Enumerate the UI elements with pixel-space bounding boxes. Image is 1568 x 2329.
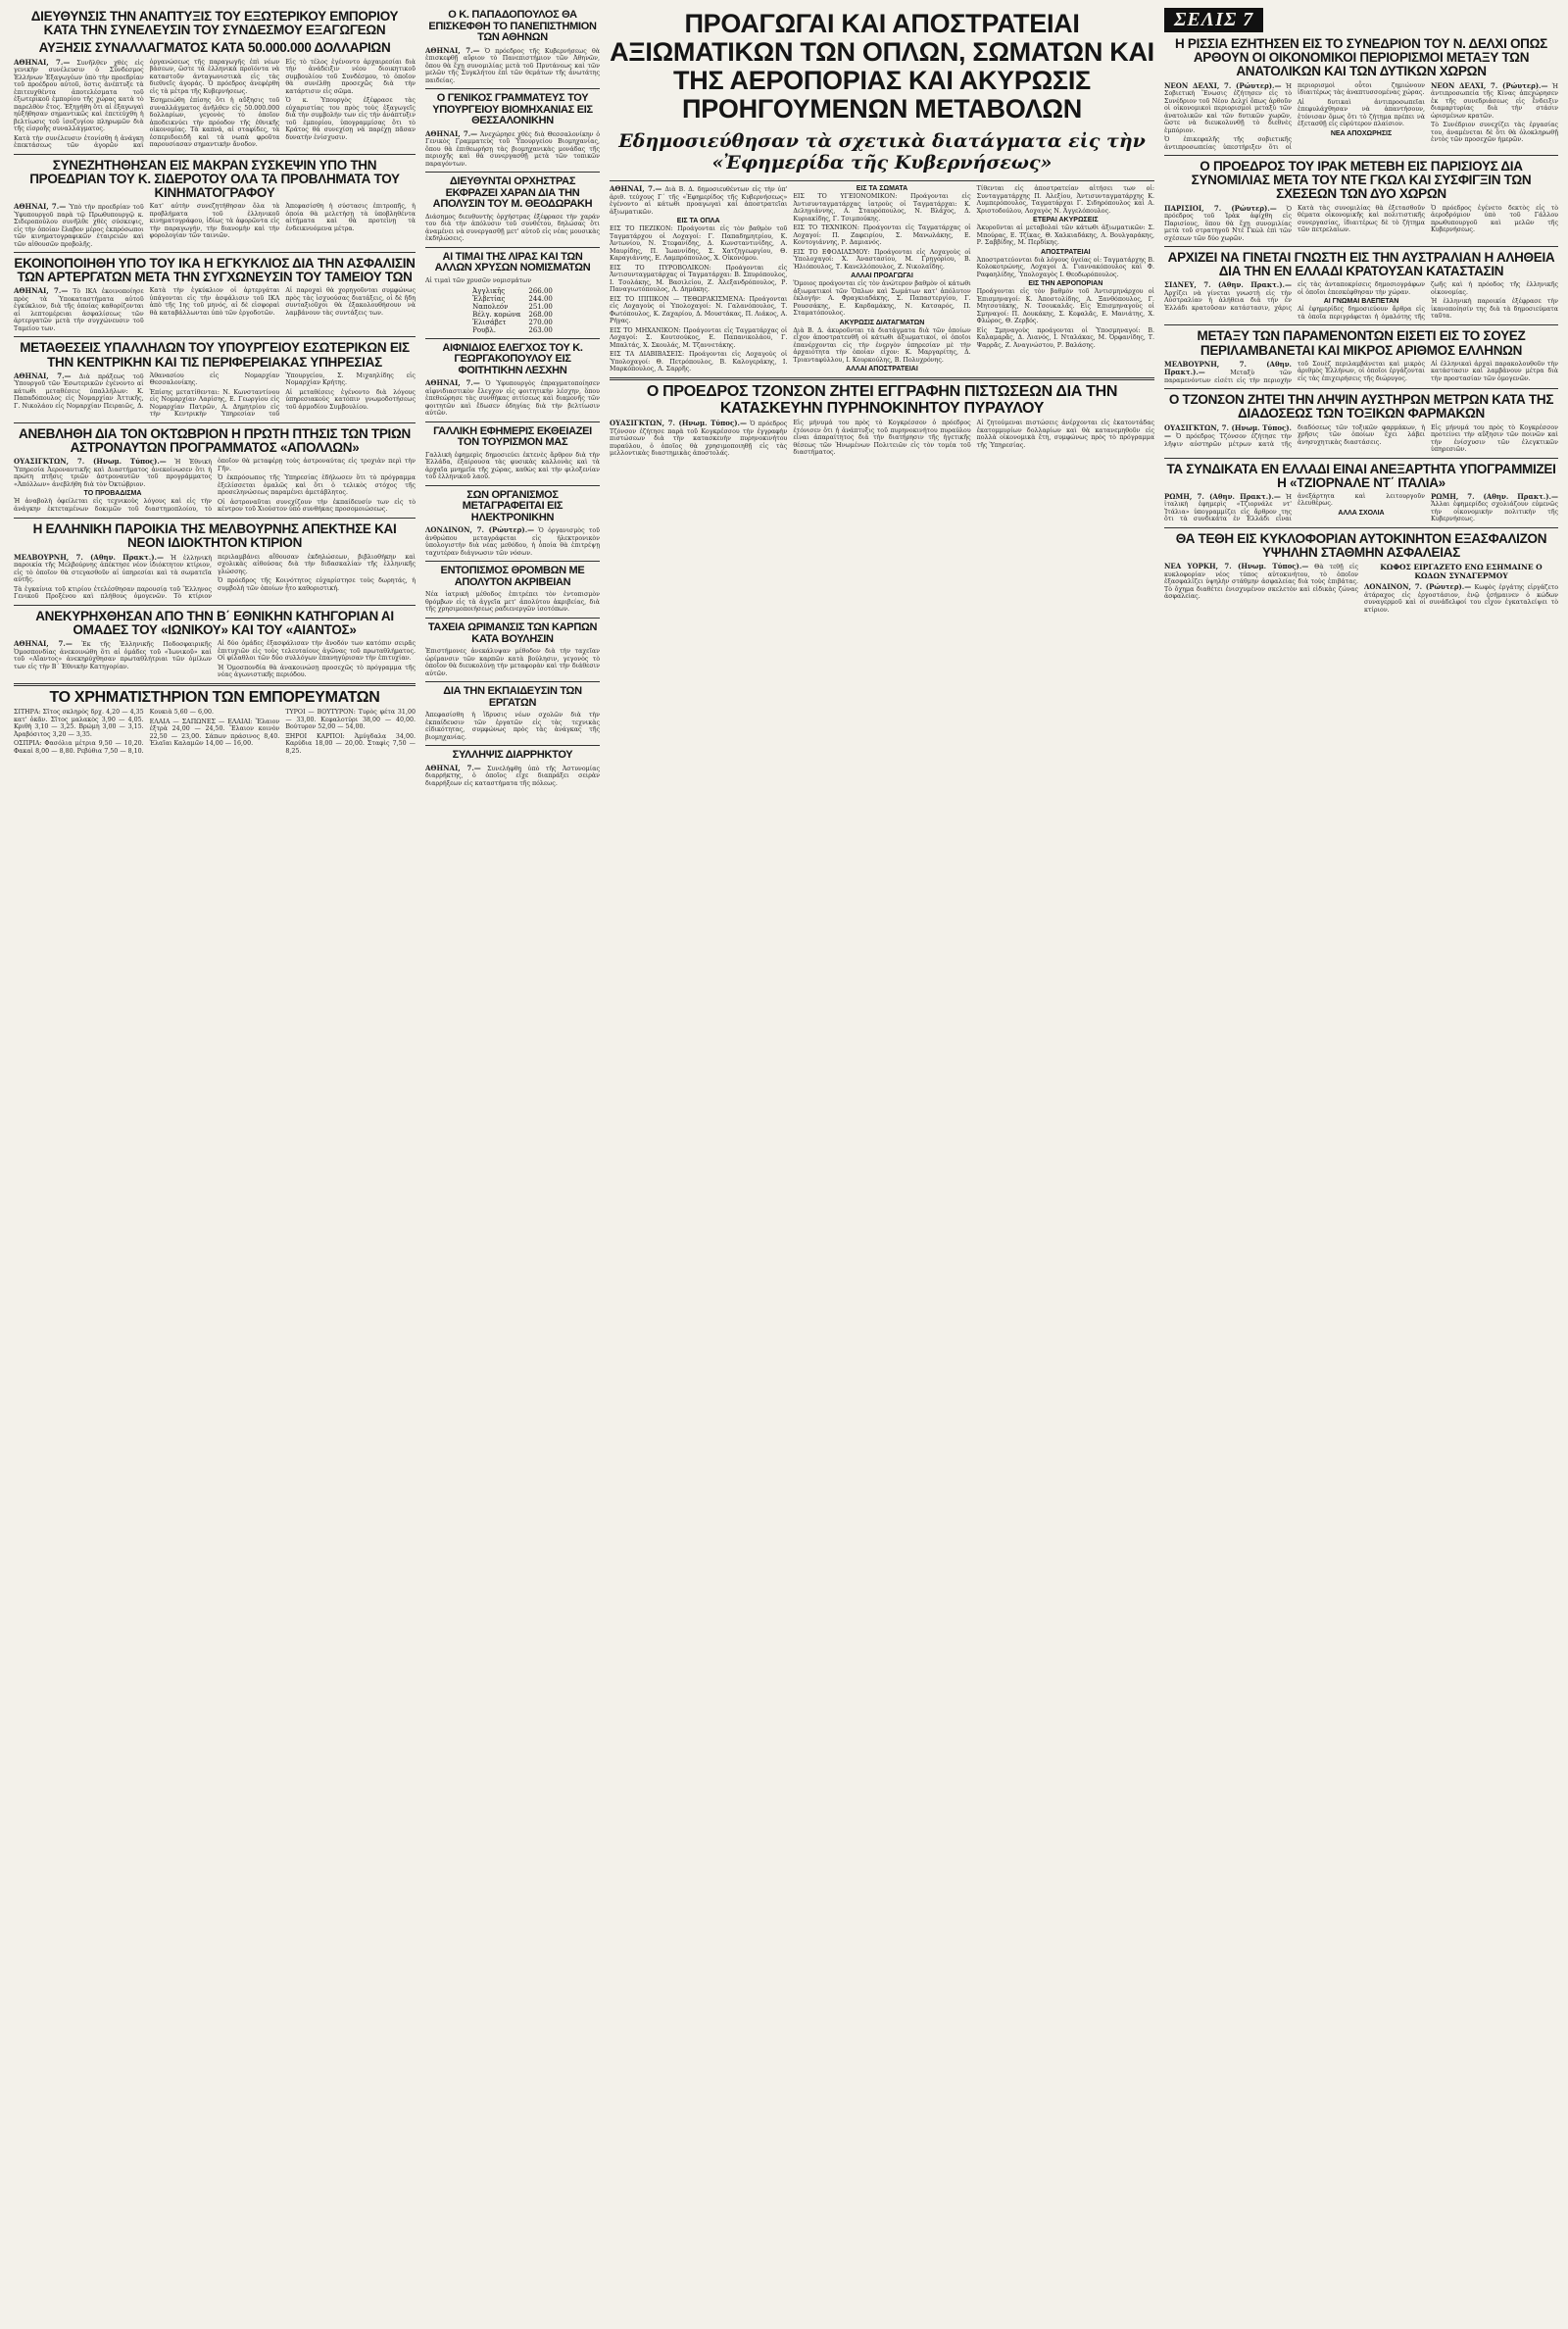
dateline: ΛΟΝΔΙΝΟΝ, 7. (Ρώυτερ).— xyxy=(1364,582,1472,592)
dateline: ΜΕΛΒΟΥΡΝΗ, 7. (Αθην. Πρακτ.).— xyxy=(1164,359,1292,377)
headline-cinema: ΣΥΝΕΖΗΤΗΘΗΣΑΝ ΕΙΣ ΜΑΚΡΑΝ ΣΥΣΚΕΨΙΝ ΥΠΟ ΤΗΝ ΠΡΟΕΔΡΙΑΝ ΤΟΥ Κ. ΣΙΔΕΡΟΤΟΥ ΟΛΑ ΤΑ ΠΡΟΒΛΗΜΑΤΑ ΤΟΥ ΚΙΝΗΜΑΤΟΓΡΑΦΟΥ xyxy=(29,157,400,200)
headline-main-subtitle: Εδημοσιεύθησαν τὰ σχετικὰ διατάγματα εἰς τὴν «Ἐφημερίδα τῆς Κυβερνήσεως» xyxy=(618,129,1146,174)
headline-football: ΑΝΕΚΥΡΗΧΘΗΣΑΝ ΑΠΟ ΤΗΝ Β΄ ΕΘΝΙΚΗΝ ΚΑΤΗΓΟΡΙΑΝ ΑΙ ΟΜΑΔΕΣ ΤΟΥ «ΙΩΝΙΚΟΥ» ΚΑΙ ΤΟΥ «ΑΙΑΝΤΟΣ» xyxy=(35,608,394,637)
article-drugs: ΟΥΑΣΙΓΚΤΩΝ, 7. (Ηνωμ. Τύπος).— Ὁ πρόεδρος Τζόνσον ἐζήτησε τὴν λῆψιν αὐστηρῶν μέτρων κατὰ τῆς διαδόσεως τῶν τοξικῶν φαρμάκων, ἡ χρῆσις τῶν ὁποίων ἔχει λάβει ἀνησυχητικὰς διαστάσεις. Εἰς μήνυμά του πρὸς τὸ Κογκρέσσον προτείνει τὴν αὔξησιν τῶν ποινῶν καὶ τὴν ἐνίσχυσιν τῶν ἐλεγκτικῶν ὑπηρεσιῶν. xyxy=(1164,422,1558,454)
headline-suez: ΜΕΤΑΞΥ ΤΩΝ ΠΑΡΑΜΕΝΟΝΤΩΝ ΕΙΣΕΤΙ ΕΙΣ ΤΟ ΣΟΥΕΖ ΠΕΡΙΛΑΜΒΑΝΕΤΑΙ ΚΑΙ ΜΙΚΡΟΣ ΑΡΙΘΜΟΣ ΕΛΛΗΝΩΝ xyxy=(1197,328,1526,358)
column-2: Ο Κ. ΠΑΠΑΔΟΠΟΥΛΟΣ ΘΑ ΕΠΙΣΚΕΦΘΗ ΤΟ ΠΑΝΕΠΙΣΤΗΜΙΟΝ ΤΩΝ ΑΘΗΝΩΝ ΑΘΗΝΑΙ, 7.— Ὁ πρόεδρος τῆς Κυβερνήσεως θὰ ἐπισκεφθῇ αὔριον τὸ Πανεπιστήμιον τῶν Ἀθηνῶν, ὅπου θὰ ἔχῃ συνομιλίας μετὰ τοῦ Πρυτάνεως καὶ τῶν μελῶν τῆς Συγκλήτου ἐπὶ τῶν θεμάτων τῆς ἀνωτάτης παιδείας. Ο ΓΕΝΙΚΟΣ ΓΡΑΜΜΑΤΕΥΣ ΤΟΥ ΥΠΟΥΡΓΕΙΟΥ ΒΙΟΜΗΧΑΝΙΑΣ ΕΙΣ ΘΕΣΣΑΛΟΝΙΚΗΝ ΑΘΗΝΑΙ, 7.— Ἀνεχώρησε χθὲς διὰ Θεσσαλονίκην ὁ Γενικὸς Γραμματεὺς τοῦ Ὑπουργείου Βιομηχανίας, ὅπου θὰ ἐπιθεωρήσῃ τὰς βιομηχανικὰς μονάδας τῆς περιοχῆς καὶ θὰ συνεργασθῇ μετὰ τῶν τοπικῶν παραγόντων. ΔΙΕΥΘΥΝΤΑΙ ΟΡΧΗΣΤΡΑΣ ΕΚΦΡΑΖΕΙ ΧΑΡΑΝ ΔΙΑ ΤΗΝ ΑΠΟΛΥΣΙΝ ΤΟΥ Μ. ΘΕΟΔΩΡΑΚΗ Διάσημος διευθυντὴς ὀρχήστρας ἐξέφρασε τὴν χαράν του διὰ τὴν ἀπόλυσιν τοῦ συνθέτου, δηλώσας ὅτι ἀναμένει νὰ συνεργασθῇ μετ' αὐτοῦ εἰς νέας μουσικὰς ἐκδηλώσεις. ΑΙ ΤΙΜΑΙ ΤΗΣ ΛΙΡΑΣ ΚΑΙ ΤΩΝ ΑΛΛΩΝ ΧΡΥΣΩΝ ΝΟΜΙΣΜΑΤΩΝ Αἱ τιμαὶ τῶν χρυσῶν νομισμάτων Ἀγγλικῆς 266.00 Ἑλβετίας 244.00 Ναπολεόν 251.00 Βέλγ. κορώνα 268.00 Ἐλισάβετ 270.00 Ρουβλ. 263.00 ΑΙΦΝΙΔΙΟΣ ΕΛΕΓΧΟΣ ΤΟΥ Κ. ΓΕΩΡΓΑΚΟΠΟΥΛΟΥ ΕΙΣ ΦΟΙΤΗΤΙΚΗΝ ΛΕΣΧΗΝ ΑΘΗΝΑΙ, 7.— Ὁ Ὑφυπουργὸς ἐπραγματοποίησεν αἰφνιδιαστικὸν ἔλεγχον εἰς φοιτητικὴν λέσχην, ὅπου ἐπεθεώρησε τὰς συνθήκας σιτίσεως καὶ διαμονῆς τῶν φοιτητῶν καὶ ἔδωσεν ὁδηγίας διὰ τὴν βελτίωσιν αὐτῶν. ΓΑΛΛΙΚΗ ΕΦΗΜΕΡΙΣ ΕΚΘΕΙΑΖΕΙ ΤΟΝ ΤΟΥΡΙΣΜΟΝ ΜΑΣ Γαλλικὴ ἐφημερὶς δημοσιεύει ἐκτενὲς ἄρθρον διὰ τὴν Ἑλλάδα, ἐξαίρουσα τὰς φυσικὰς καλλονὰς καὶ τὰ ἀρχαῖα μνημεῖα τῆς χώρας, καθὼς καὶ τὴν φιλοξενίαν τοῦ ἑλληνικοῦ λαοῦ. ΣΩΝ ΟΡΓΑΝΙΣΜΟΣ ΜΕΤΑΓΡΑΦΕΙΤΑΙ ΕΙΣ ΗΛΕΚΤΡΟΝΙΚΗΝ ΛΟΝΔΙΝΟΝ, 7. (Ρώυτερ).— Ὁ ὀργανισμὸς τοῦ ἀνθρώπου μεταγράφεται εἰς ἠλεκτρονικὸν ὑπολογιστὴν διὰ νέας μεθόδου, ἡ ὁποία θὰ ἐπιτρέψῃ ταχυτέραν διάγνωσιν τῶν νόσων. ΕΝΤΟΠΙΣΜΟΣ ΘΡΟΜΒΩΝ ΜΕ ΑΠΟΛΥΤΟΝ ΑΚΡΙΒΕΙΑΝ Νέα ἰατρικὴ μέθοδος ἐπιτρέπει τὸν ἐντοπισμὸν θρόμβων εἰς τὰ ἀγγεῖα μετ' ἀπολύτου ἀκριβείας, διὰ τῆς χρησιμοποιήσεως ραδιενεργῶν ἰσοτόπων. ΤΑΧΕΙΑ ΩΡΙΜΑΝΣΙΣ ΤΩΝ ΚΑΡΠΩΝ ΚΑΤΑ ΒΟΥΛΗΣΙΝ Ἐπιστήμονες ἀνεκάλυψαν μέθοδον διὰ τὴν ταχεῖαν ὡρίμανσιν τῶν καρπῶν κατὰ βούλησιν, γεγονὸς τὸ ὁποῖον θὰ διευκολύνῃ τὴν μεταφορὰν καὶ τὴν διάθεσιν αὐτῶν. ΔΙΑ ΤΗΝ ΕΚΠΑΙΔΕΥΣΙΝ ΤΩΝ ΕΡΓΑΤΩΝ Ἀπεφασίσθη ἡ ἵδρυσις νέων σχολῶν διὰ τὴν ἐκπαίδευσιν τῶν ἐργατῶν εἰς τὰς τεχνικὰς εἰδικότητας, συμφώνως πρὸς τὰς ἀνάγκας τῆς βιομηχανίας. ΣΥΛΛΗΨΙΣ ΔΙΑΡΡΗΚΤΟΥ ΑΘΗΝΑΙ, 7.— Συνελήφθη ὑπὸ τῆς Ἀστυνομίας διαρρήκτης, ὁ ὁποῖος εἶχε διαπράξει σειρὰν διαρρήξεων εἰς καταστήματα τῆς πόλεως. xyxy=(425,6,600,2319)
section-eterai: ΕΤΕΡΑΙ ΑΚΥΡΩΣΕΙΣ xyxy=(1033,217,1099,224)
headline-fruits: ΤΑΧΕΙΑ ΩΡΙΜΑΝΣΙΣ ΤΩΝ ΚΑΡΠΩΝ ΚΑΤΑ ΒΟΥΛΗΣΙΝ xyxy=(427,620,598,645)
page-number-label: ΣΕΛΙΣ 7 xyxy=(1164,8,1263,32)
dateline: ΣΙΔΝΕΥ, 7. (Αθην. Πρακτ.).— xyxy=(1164,280,1292,290)
gold-prices-intro: Αἱ τιμαὶ τῶν χρυσῶν νομισμάτων xyxy=(425,277,532,285)
table-row xyxy=(468,326,557,334)
article-ika: ΑΘΗΝΑΙ, 7.— Τὸ ΙΚΑ ἐκοινοποίησε πρὸς τὰ Ὑποκαταστήματα αὐτοῦ ἐγκύκλιον, διὰ τῆς ὁποίας καθορίζονται αἱ λεπτομέρειαι ἀσφαλίσεως τῶν ἀρτεργατῶν μετὰ τὴν συγχώνευσιν τοῦ Ταμείου των. Κατὰ τὴν ἐγκύκλιον οἱ ἀρτεργάται ὑπάγονται εἰς τὴν ἀσφάλισιν τοῦ ΙΚΑ ἀπὸ τῆς 1ης τοῦ μηνός, αἱ δὲ εἰσφοραὶ θὰ καταβάλλωνται ὑπὸ τῶν ἐργοδοτῶν. Αἱ παροχαὶ θὰ χορηγοῦνται συμφώνως πρὸς τὰς ἰσχυούσας διατάξεις, οἱ δὲ ἤδη συνταξιοῦχοι θὰ ἐξακολουθήσουν νὰ λαμβάνουν τὰς συντάξεις των. xyxy=(14,286,416,332)
dateline: ΑΘΗΝΑΙ, 7.— xyxy=(14,286,69,296)
dateline: ΛΟΝΔΙΝΟΝ, 7. (Ρώυτερ).— xyxy=(425,525,535,535)
dateline: ΝΕΑ ΥΟΡΚΗ, 7. (Ηνωμ. Τύπος).— xyxy=(1164,562,1309,571)
article-football: ΑΘΗΝΑΙ, 7.— Ἐκ τῆς Ἑλληνικῆς Ποδοσφαιρικῆς Ὁμοσπονδίας ἀνεκοινώθη ὅτι αἱ ὁμάδες τοῦ «Ἰωνικοῦ» καὶ τοῦ «Αἴαντος» ἀνεκηρύχθησαν πρωταθλήτριαι τῶν ὁμίλων των εἰς τὴν Β΄ Ἐθνικὴν Κατηγορίαν. Αἱ δύο ὁμάδες ἐξασφάλισαν τὴν ἄνοδόν των κατόπιν σειρᾶς ἐπιτυχιῶν εἰς τοὺς τελευταίους ἀγῶνας τοῦ πρωταθλήματος. Οἱ φίλαθλοι τῶν δύο συλλόγων ἐπανηγύρισαν τὴν ἐπιτυχίαν. Ἡ Ὁμοσπονδία θὰ ἀνακοινώσῃ προσεχῶς τὸ πρόγραμμα τῆς νέας ἀγωνιστικῆς περιόδου. xyxy=(14,639,416,678)
section-aeroporia: ΕΙΣ ΤΗΝ ΑΕΡΟΠΟΡΙΑΝ xyxy=(1028,280,1103,288)
section-provadizma: ΤΟ ΠΡΟΒΑΔΙΣΜΑ xyxy=(83,490,142,498)
column-1 xyxy=(14,6,416,2319)
dateline: ΝΕΟΝ ΔΕΛΧΙ, 7. (Ρώυτερ).— xyxy=(1431,80,1548,90)
headline-papadopoulos: Ο Κ. ΠΑΠΑΔΟΠΟΥΛΟΣ ΘΑ ΕΠΙΣΚΕΦΘΗ ΤΟ ΠΑΝΕΠΙΣΤΗΜΙΟΝ ΤΩΝ ΑΘΗΝΩΝ xyxy=(428,9,597,44)
coin-price: 244.00 xyxy=(528,294,553,303)
headline-apollo: ΑΝΕΒΛΗΘΗ ΔΙΑ ΤΟΝ ΟΚΤΩΒΡΙΟΝ Η ΠΡΩΤΗ ΠΤΗΣΙΣ ΤΩΝ ΤΡΙΩΝ ΑΣΤΡΟΝΑΥΤΩΝ ΠΡΟΓΡΑΜΜΑΤΟΣ «ΑΠΟΛΛΩΝ» xyxy=(19,425,411,455)
headline-commodities: ΤΟ ΧΡΗΜΑΤΙΣΤΗΡΙΟΝ ΤΩΝ ΕΜΠΟΡΕΥΜΑΤΩΝ xyxy=(49,688,380,706)
headline-australia: ΑΡΧΙΖΕΙ ΝΑ ΓΙΝΕΤΑΙ ΓΝΩΣΤΗ ΕΙΣ ΤΗΝ ΑΥΣΤΡΑΛΙΑΝ Η ΑΛΗΘΕΙΑ ΔΙΑ ΤΗΝ ΕΝ ΕΛΛΑΔΙ ΚΡΑΤΟΥΣΑΝ ΚΑΤΑΣΤΑΣΙΝ xyxy=(1167,250,1555,279)
headline-exports-sub: ΑΥΞΗΣΙΣ ΣΥΝΑΛΛΑΓΜΑΤΟΣ ΚΑΤΑ 50.000.000 ΔΟΛΛΑΡΙΩΝ xyxy=(38,40,391,56)
dateline: ΡΩΜΗ, 7. (Αθην. Πρακτ.).— xyxy=(1431,491,1558,501)
article-rocket: ΟΥΑΣΙΓΚΤΩΝ, 7. (Ηνωμ. Τύπος).— Ὁ πρόεδρος Τζόνσον ἐζήτησε παρὰ τοῦ Κογκρέσσου τὴν ἐγγραφὴν πιστώσεων διὰ τὴν κατασκευὴν πυρηνοκινήτου πυραύλου, ὁ ὁποῖος θὰ χρησιμοποιηθῇ εἰς τὰς μελλοντικὰς διαστημικὰς ἀποστολάς. Εἰς μήνυμά του πρὸς τὸ Κογκρέσσον ὁ πρόεδρος ἐτόνισεν ὅτι ἡ ἀνάπτυξις τοῦ πυρηνοκινήτου πυραύλου εἶναι ἀπαραίτητος διὰ τὴν διατήρησιν τῆς ἡγετικῆς θέσεως τῶν Ἡνωμένων Πολιτειῶν εἰς τὸν τομέα τοῦ διαστήματος. Αἱ ζητούμεναι πιστώσεις ἀνέρχονται εἰς ἑκατοντάδας ἑκατομμυρίων δολλαρίων καὶ θὰ κατανεμηθοῦν εἰς πολλὰ οἰκονομικὰ ἔτη, συμφώνως πρὸς τὸ πρόγραμμα τῆς Ὑπηρεσίας. xyxy=(610,419,1154,458)
table-row xyxy=(468,303,557,311)
column-4 xyxy=(1164,6,1558,2319)
table-row xyxy=(468,295,557,303)
section-apostrateiai: ΑΛΛΑΙ ΑΠΟΣΤΡΑΤΕΙΑΙ xyxy=(846,366,918,373)
article-car: ΝΕΑ ΥΟΡΚΗ, 7. (Ηνωμ. Τύπος).— Θὰ τεθῇ εἰς κυκλοφορίαν νέος τύπος αὐτοκινήτου, τὸ ὁποῖον ἐξασφαλίζει ὑψηλὴν στάθμην ἀσφαλείας διὰ τοὺς ἐπιβάτας. Τὸ ὄχημα διαθέτει ἐνισχυμένον σκελετὸν καὶ εἰδικὰς ζώνας ἀσφαλείας. ΚΩΦΟΣ ΕΙΡΓΑΖΕΤΟ ΕΝΩ ΕΣΗΜΑΙΝΕ Ο ΚΩΔΩΝ ΣΥΝΑΓΕΡΜΟΥ ΛΟΝΔΙΝΟΝ, 7. (Ρώυτερ).— Κωφὸς ἐργάτης εἰργάζετο ἀτάραχος εἰς ἐργοστάσιον, ἐνῷ ἐσήμαινεν ὁ κώδων συναγερμοῦ καὶ οἱ συνάδελφοί του εἶχον ἐγκαταλείψει τὸ κτίριον. xyxy=(1164,562,1558,614)
headline-car: ΘΑ ΤΕΘΗ ΕΙΣ ΚΥΚΛΟΦΟΡΙΑΝ ΑΥΤΟΚΙΝΗΤΟΝ ΕΞΑΣΦΑΛΙΖΟΝ ΥΨΗΛΗΝ ΣΤΑΘΜΗΝ ΑΣΦΑΛΕΙΑΣ xyxy=(1175,530,1547,561)
section-apostrateiai2: ΑΠΟΣΤΡΑΤΕΙΑΙ xyxy=(1041,248,1091,256)
headline-transfers: ΜΕΤΑΘΕΣΕΙΣ ΥΠΑΛΛΗΛΩΝ ΤΟΥ ΥΠΟΥΡΓΕΙΟΥ ΕΣΩΤΕΡΙΚΩΝ ΕΙΣ ΤΗΝ ΚΕΝΤΡΙΚΗΝ ΚΑΙ ΤΙΣ ΠΕΡΙΦΕΡΕΙΑΚΑΣ ΥΠΗΡΕΣΙΑΣ xyxy=(20,340,410,370)
coin-name: Βέλγ. κορώνα xyxy=(472,310,521,319)
section-akyroseis: ΑΚΥΡΩΣΙΣ ΔΙΑΤΑΓΜΑΤΩΝ xyxy=(839,319,925,326)
article-promotions: ΑΘΗΝΑΙ, 7.— Διὰ Β. Δ. δημοσιευθέντων εἰς τὴν ὑπ' ἀριθ. τεύχους Γ΄ τῆς «Ἐφημερίδος τῆς Κυβερνήσεως» ἐγένοντο αἱ κάτωθι προαγωγαὶ καὶ ἀποστρατεῖαι ἀξιωματικῶν. ΕΙΣ ΤΑ ΟΠΛΑ ΕΙΣ ΤΟ ΠΕΖΙΚΟΝ: Προάγονται εἰς τὸν βαθμὸν τοῦ Ταγματάρχου οἱ Λοχαγοί: Γ. Παπαδημητρίου, Κ. Ἀντωνίου, Ν. Στεφανίδης, Δ. Κωνσταντινίδης, Α. Μαυρίδης, Π. Ἰωαννίδης, Σ. Χατζηγεωργίου, Θ. Καραγιάννης, Ε. Λαμπρόπουλος, Χ. Οἰκονόμου. ΕΙΣ ΤΟ ΠΥΡΟΒΟΛΙΚΟΝ: Προάγονται εἰς Ἀντισυνταγματάρχας οἱ Ταγματάρχαι: Β. Σπυρόπουλος, Ι. Τσολάκης, Μ. Βασιλείου, Ζ. Ἀλεξανδρόπουλος, Ρ. Παναγιωτόπουλος, Λ. Δημάκης. ΕΙΣ ΤΟ ΙΠΠΙΚΟΝ — ΤΕΘΩΡΑΚΙΣΜΕΝΑ: Προάγονται εἰς Λοχαγοὺς οἱ Ὑπολοχαγοί: Ν. Γαλανόπουλος, Τ. Φωτόπουλος, Κ. Ζαχαρίου, Δ. Μουστάκας, Π. Λιάκος, Α. Ρήγας. ΕΙΣ ΤΟ ΜΗΧΑΝΙΚΟΝ: Προάγονται εἰς Ταγματάρχας οἱ Λοχαγοί: Σ. Κουτσούκος, Ε. Παπανικολάου, Γ. Μπαλτάς, Χ. Σκουλάς, Μ. Τζαννετάκης. ΕΙΣ ΤΑ ΔΙΑΒΙΒΑΣΕΙΣ: Προάγονται εἰς Λοχαγοὺς οἱ Ὑπολοχαγοί: Θ. Πετρόπουλος, Β. Καλογεράκης, Ι. Μαρκόπουλος, Λ. Σαρρῆς. ΕΙΣ ΤΑ ΣΩΜΑΤΑ ΕΙΣ ΤΟ ΥΓΕΙΟΝΟΜΙΚΟΝ: Προάγονται εἰς Ἀντισυνταγματάρχας ἰατροὺς οἱ Ταγματάρχαι: Κ. Δεληγιάννης, Α. Σταυρόπουλος, Ν. Βλάχος, Δ. Κυριακίδης, Γ. Τσιμπούκης. ΕΙΣ ΤΟ ΤΕΧΝΙΚΟΝ: Προάγονται εἰς Ταγματάρχας οἱ Λοχαγοί: Π. Ζαφειρίου, Σ. Μανωλάκης, Ε. Κοντογιάννης, Ρ. Δαμιανός. ΕΙΣ ΤΟ ΕΦΟΔΙΑΣΜΟΥ: Προάγονται εἰς Λοχαγοὺς οἱ Ὑπολοχαγοί: Χ. Ἀναστασίου, Μ. Γρηγορίου, Β. Ἠλιόπουλος, Τ. Κανελλόπουλος, Ζ. Νικολαΐδης. ΑΛΛΑΙ ΠΡΟΑΓΩΓΑΙ Ὅμοιος προάγονται εἰς τὸν ἀνώτερον βαθμὸν οἱ κάτωθι ἀξιωματικοὶ τῶν Ὅπλων καὶ Σωμάτων κατ' ἀπόλυτον ἐκλογήν: Α. Φραγκιαδάκης, Σ. Παπαστεργίου, Γ. Ρουσσάκης, Ε. Καρδαμάκης, Ν. Κατσαρός, Π. Σταματόπουλος. ΑΚΥΡΩΣΙΣ ΔΙΑΤΑΓΜΑΤΩΝ Διὰ Β. Δ. ἀκυροῦνται τὰ διατάγματα διὰ τῶν ὁποίων εἶχον ἀποστρατευθῆ οἱ κάτωθι ἀξιωματικοί, οἱ ὁποῖοι ἐπανέρχονται εἰς τὴν ἐνεργὸν ὑπηρεσίαν μὲ τὴν ἀρχαιότητα τὴν ὁποίαν εἶχον: Κ. Μαργαρίτης, Δ. Τριανταφύλλου, Ι. Κουρκούλης, Β. Πολυχρόνης. ΑΛΛΑΙ ΑΠΟΣΤΡΑΤΕΙΑΙ Τίθενται εἰς ἀποστρατείαν αἰτήσει των οἱ: Συνταγματάρχης Π. Ἀλεξίου, Ἀντισυνταγματάρχης Κ. Λυμπερόπουλος, Ταγματάρχαι Γ. Σιδηρόπουλος καὶ Α. Χριστοδούλου, Λοχαγὸς Ν. Ἀγγελόπουλος. ΕΤΕΡΑΙ ΑΚΥΡΩΣΕΙΣ Ἀκυροῦνται αἱ μεταβολαὶ τῶν κάτωθι ἀξιωματικῶν: Σ. Μπούρας, Ε. Τζίκας, Θ. Χαλκιαδάκης, Λ. Βουλγαράκης, Ρ. Σαββίδης, Μ. Περδίκης. ΑΠΟΣΤΡΑΤΕΙΑΙ Ἀποστρατεύονται διὰ λόγους ὑγείας οἱ: Ταγματάρχης Β. Κολοκοτρώνης, Λοχαγοὶ Δ. Γιαννακόπουλος καὶ Φ. Ραφαηλίδης, Ὑπολοχαγὸς Ι. Θεοδωρόπουλος. ΕΙΣ ΤΗΝ ΑΕΡΟΠΟΡΙΑΝ Προάγονται εἰς τὸν βαθμὸν τοῦ Ἀντισμηνάρχου οἱ Ἐπισμηναγοί: Κ. Ἀποστολίδης, Α. Ξανθόπουλος, Γ. Μητσοτάκης, Ν. Τσουκαλᾶς. Εἰς Ἐπισμηναγοὺς οἱ Σμηναγοί: Π. Δουκάκης, Σ. Κεφαλᾶς, Ε. Μανιάτης, Χ. Φλώρος, Θ. Ζερβός. Εἰς Σμηναγοὺς προάγονται οἱ Ὑποσμηναγοί: Β. Καλαμαρᾶς, Δ. Λιανός, Ι. Νταλάκας, Μ. Ὀρφανίδης, Τ. Ψαρρᾶς, Ζ. Ἀναγνώστου, Ρ. Βαλάσης. xyxy=(610,184,1154,373)
dateline: ΑΘΗΝΑΙ, 7.— xyxy=(14,202,67,212)
headline-training: ΔΙΑ ΤΗΝ ΕΚΠΑΙΔΕΥΣΙΝ ΤΩΝ ΕΡΓΑΤΩΝ xyxy=(443,685,582,709)
article-iraq: ΠΑΡΙΣΙΟΙ, 7. (Ρώυτερ).— Ὁ πρόεδρος τοῦ Ἰρὰκ ἀφίχθη εἰς Παρισίους, ὅπου θὰ ἔχῃ συνομιλίας μετὰ τοῦ στρατηγοῦ Ντὲ Γκὼλ ἐπὶ τῶν σχέσεων τῶν δύο χωρῶν. Κατὰ τὰς συνομιλίας θὰ ἐξετασθοῦν θέματα οἰκονομικῆς καὶ πολιτιστικῆς συνεργασίας, ἰδιαιτέρως δὲ τὸ ζήτημα τῶν πετρελαίων. Ὁ πρόεδρος ἐγένετο δεκτὸς εἰς τὸ ἀεροδρόμιον ὑπὸ τοῦ Γάλλου πρωθυπουργοῦ καὶ μελῶν τῆς Κυβερνήσεως. xyxy=(1164,203,1558,242)
dateline: ΝΕΟΝ ΔΕΛΧΙ, 7. (Ρώυτερ).— xyxy=(1164,80,1282,90)
column-3 xyxy=(610,6,1154,2319)
headline-industry: Ο ΓΕΝΙΚΟΣ ΓΡΑΜΜΑΤΕΥΣ ΤΟΥ ΥΠΟΥΡΓΕΙΟΥ ΒΙΟΜΗΧΑΝΙΑΣ ΕΙΣ ΘΕΣΣΑΛΟΝΙΚΗΝ xyxy=(432,92,593,127)
section-opinions: ΑΙ ΓΝΩΜΑΙ ΒΛΕΠΕΤΑΝ xyxy=(1323,298,1399,306)
coin-price: 268.00 xyxy=(528,310,553,319)
dateline: ΟΥΑΣΙΓΚΤΩΝ, 7. (Ηνωμ. Τύπος).— xyxy=(14,457,167,467)
section-new-departure: ΝΕΑ ΑΠΟΧΩΡΗΣΙΣ xyxy=(1330,129,1393,137)
headline-exports: ΔΙΕΥΘΥΝΣΙΣ ΤΗΝ ΑΝΑΠΤΥΞΙΣ ΤΟΥ ΕΞΩΤΕΡΙΚΟΥ ΕΜΠΟΡΙΟΥ ΚΑΤΑ ΤΗΝ ΣΥΝΕΛΕΥΣΙΝ ΤΟΥ ΣΥΝΔΕΣΜΟΥ ΕΞΑΓΩΓΕΩΝ xyxy=(30,9,399,38)
headline-inspection: ΑΙΦΝΙΔΙΟΣ ΕΛΕΓΧΟΣ ΤΟΥ Κ. ΓΕΩΡΓΑΚΟΠΟΥΛΟΥ ΕΙΣ ΦΟΙΤΗΤΙΚΗΝ ΛΕΣΧΗΝ xyxy=(442,341,583,376)
headline-main: ΠΡΟΑΓΩΓΑΙ ΚΑΙ ΑΠΟΣΤΡΑΤΕΙΑΙ ΑΞΙΩΜΑΤΙΚΩΝ ΤΩΝ ΟΠΛΩΝ, ΣΩΜΑΤΩΝ ΚΑΙ ΤΗΣ ΑΕΡΟΠΟΡΙΑΣ ΚΑΙ ΑΚΥΡΩΣΙΣ ΠΡΟΗΓΟΥΜΕΝΩΝ ΜΕΤΑΒΟΛΩΝ xyxy=(610,9,1154,124)
article-exports: ΑΘΗΝΑΙ, 7.— Συνῆλθεν χθὲς εἰς γενικὴν συνέλευσιν ὁ Σύνδεσμος Ἑλλήνων Ἐξαγωγέων ὑπὸ τὴν προεδρίαν τοῦ προέδρου αὐτοῦ, ὅστις ἀνέπτυξε τὰ ἐπιτευχθέντα ἀποτελέσματα τοῦ ἐξωτερικοῦ ἐμπορίου τῆς χώρας κατὰ τὸ παρελθὸν ἔτος. Ἐξηγήθη ὅτι αἱ ἐξαγωγαὶ ηὐξήθησαν σημαντικῶς καὶ ἐπετεύχθη ἡ βελτίωσις τοῦ ἰσοζυγίου πληρωμῶν διὰ τῆς εἰσροῆς συναλλάγματος. Κατὰ τὴν συνέλευσιν ἐτονίσθη ἡ ἀνάγκη ἐπεκτάσεως τῶν ἀγορῶν καὶ ὀργανώσεως τῆς παραγωγῆς ἐπὶ νέων βάσεων, ὥστε τὰ ἑλληνικὰ προϊόντα νὰ καταστοῦν ἀνταγωνιστικὰ εἰς τὰς διεθνεῖς ἀγοράς. Ὁ πρόεδρος ἀνεφέρθη εἰς τὰ μέτρα τῆς Κυβερνήσεως. Ἐσημειώθη ἐπίσης ὅτι ἡ αὔξησις τοῦ συναλλάγματος ἀνῆλθεν εἰς 50.000.000 δολλαρίων, γεγονὸς τὸ ὁποῖον ἀποδεικνύει τὴν πρόοδον τῆς ἐθνικῆς οἰκονομίας. Τὰ καπνά, αἱ σταφίδες, τὰ ἐσπεριδοειδῆ καὶ τὰ νωπὰ φροῦτα παρουσίασαν σημαντικὴν ἄνοδον. Εἰς τὸ τέλος ἐγένοντο ἀρχαιρεσίαι διὰ τὴν ἀνάδειξιν νέου διοικητικοῦ συμβουλίου τοῦ Συνδέσμου, τὸ ὁποῖον θὰ συνέλθῃ προσεχῶς διὰ τὴν κατάρτισιν εἰς σῶμα. Ὁ κ. Ὑπουργὸς ἐξέφρασε τὰς εὐχαριστίας του πρὸς τοὺς ἐξαγωγεῖς διὰ τὴν συμβολήν των εἰς τὴν ἀνάπτυξιν τοῦ ἐμπορίου, ὑπογραμμίσας ὅτι τὸ Κράτος θὰ συνεχίσῃ νὰ παρέχῃ πᾶσαν δυνατὴν ἐνίσχυσιν. xyxy=(14,57,416,150)
article-unions: ΡΩΜΗ, 7. (Αθην. Πρακτ.).— Ἡ ἰταλικὴ ἐφημερὶς «Τζιορνάλε ντ' Ἰτάλια» ὑπογραμμίζει εἰς ἄρθρον της ὅτι τὰ συνδικάτα ἐν Ἑλλάδι εἶναι ἀνεξάρτητα καὶ λειτουργοῦν ἐλευθέρως. ΑΛΛΑ ΣΧΟΛΙΑ ΡΩΜΗ, 7. (Αθην. Πρακτ.).— Ἄλλαι ἐφημερίδες σχολιάζουν εὐμενῶς τὴν οἰκονομικὴν πολιτικὴν τῆς Κυβερνήσεως. xyxy=(1164,491,1558,523)
section-alles-proagogai: ΑΛΛΑΙ ΠΡΟΑΓΩΓΑΙ xyxy=(851,273,913,280)
article-australia: ΣΙΔΝΕΥ, 7. (Αθην. Πρακτ.).— Ἀρχίζει νὰ γίνεται γνωστὴ εἰς τὴν Αὐστραλίαν ἡ ἀλήθεια διὰ τὴν ἐν Ἑλλάδι κρατοῦσαν κατάστασιν, χάρις εἰς τὰς ἀνταποκρίσεις δημοσιογράφων οἱ ὁποῖοι ἐπεσκέφθησαν τὴν χώραν. ΑΙ ΓΝΩΜΑΙ ΒΛΕΠΕΤΑΝ Αἱ ἐφημερίδες δημοσιεύουν ἄρθρα εἰς τὰ ὁποῖα περιγράφεται ἡ ὁμαλότης τῆς ζωῆς καὶ ἡ πρόοδος τῆς ἑλληνικῆς οἰκονομίας. Ἡ ἑλληνικὴ παροικία ἐξέφρασε τὴν ἱκανοποίησίν της διὰ τὰ δημοσιεύματα ταῦτα. xyxy=(1164,280,1558,321)
headline-ika: ΕΚΟΙΝΟΠΟΙΗΘΗ ΥΠΟ ΤΟΥ ΙΚΑ Η ΕΓΚΥΚΛΙΟΣ ΔΙΑ ΤΗΝ ΑΣΦΑΛΙΣΙΝ ΤΩΝ ΑΡΤΕΡΓΑΤΩΝ ΜΕΤΑ ΤΗΝ ΣΥΓΧΩΝΕΥΣΙΝ ΤΟΥ ΤΑΜΕΙΟΥ ΤΩΝ xyxy=(14,256,416,285)
section-opla: ΕΙΣ ΤΑ ΟΠΛΑ xyxy=(676,218,720,225)
dateline: ΟΥΑΣΙΓΚΤΩΝ, 7. (Ηνωμ. Τύπος).— xyxy=(610,419,747,428)
coin-name: Ἑλβετίας xyxy=(472,294,506,303)
headline-deaf: ΚΩΦΟΣ ΕΙΡΓΑΖΕΤΟ ΕΝΩ ΕΣΗΜΑΙΝΕ Ο ΚΩΔΩΝ ΣΥΝΑΓΕΡΜΟΥ xyxy=(1380,563,1543,581)
section-other-comments: ΑΛΛΑ ΣΧΟΛΙΑ xyxy=(1338,509,1385,517)
headline-orchestra: ΔΙΕΥΘΥΝΤΑΙ ΟΡΧΗΣΤΡΑΣ ΕΚΦΡΑΖΕΙ ΧΑΡΑΝ ΔΙΑ ΤΗΝ ΑΠΟΛΥΣΙΝ ΤΟΥ Μ. ΘΕΟΔΩΡΑΚΗ xyxy=(432,175,593,211)
dateline: ΑΘΗΝΑΙ, 7.— xyxy=(14,57,71,67)
dateline: ΜΕΛΒΟΥΡΝΗ, 7. (Αθην. Πρακτ.).— xyxy=(14,552,164,562)
coin-name: Ἀγγλικῆς xyxy=(472,286,506,295)
article-apollo: ΟΥΑΣΙΓΚΤΩΝ, 7. (Ηνωμ. Τύπος).— Ἡ Ἐθνικὴ Ὑπηρεσία Ἀεροναυτικῆς καὶ Διαστήματος ἀνεκοίνωσεν ὅτι ἡ πρώτη πτῆσις τριῶν ἀστροναυτῶν τοῦ προγράμματος «Ἀπόλλων» ἀνεβλήθη διὰ τὸν Ὀκτώβριον. ΤΟ ΠΡΟΒΑΔΙΣΜΑ Ἡ ἀναβολὴ ὀφείλεται εἰς τεχνικοὺς λόγους καὶ εἰς τὴν ἀνάγκην ἐκτεταμένων δοκιμῶν τοῦ διαστημοπλοίου, τὸ ὁποῖον θὰ μεταφέρῃ τοὺς ἀστροναύτας εἰς τροχιὰν περὶ τὴν Γῆν. Ὁ ἐκπρόσωπος τῆς Ὑπηρεσίας ἐδήλωσεν ὅτι τὸ πρόγραμμα ἐξελίσσεται ὁμαλῶς καὶ ὅτι ὁ τελικὸς στόχος τῆς προσεληνώσεως παραμένει ἀμετάβλητος. Οἱ ἀστροναῦται συνεχίζουν τὴν ἐκπαίδευσίν των εἰς τὸ κέντρον τοῦ Χιούστον ὑπὸ συνθήκας προσομοιώσεως. xyxy=(14,457,416,514)
coin-name: Ἐλισάβετ xyxy=(472,318,507,326)
headline-gold: ΑΙ ΤΙΜΑΙ ΤΗΣ ΛΙΡΑΣ ΚΑΙ ΤΩΝ ΑΛΛΩΝ ΧΡΥΣΩΝ ΝΟΜΙΣΜΑΤΩΝ xyxy=(434,250,591,274)
gold-prices-table xyxy=(468,287,557,334)
table-row xyxy=(468,319,557,326)
headline-tourism: ΓΑΛΛΙΚΗ ΕΦΗΜΕΡΙΣ ΕΚΘΕΙΑΖΕΙ ΤΟΝ ΤΟΥΡΙΣΜΟΝ ΜΑΣ xyxy=(433,424,592,449)
dateline: ΡΩΜΗ, 7. (Αθην. Πρακτ.).— xyxy=(1164,491,1281,501)
dateline: ΑΘΗΝΑΙ, 7.— xyxy=(425,378,480,388)
headline-thrombus: ΕΝΤΟΠΙΣΜΟΣ ΘΡΟΜΒΩΝ ΜΕ ΑΠΟΛΥΤΟΝ ΑΚΡΙΒΕΙΑΝ xyxy=(440,565,585,588)
section-somata: ΕΙΣ ΤΑ ΣΩΜΑΤΑ xyxy=(856,185,908,193)
dateline: ΑΘΗΝΑΙ, 7.— xyxy=(14,639,73,648)
headline-burglar: ΣΥΛΛΗΨΙΣ ΔΙΑΡΡΗΚΤΟΥ xyxy=(452,749,573,762)
coin-price: 266.00 xyxy=(528,286,553,295)
dateline: ΑΘΗΝΑΙ, 7.— xyxy=(425,763,481,772)
dateline: ΠΑΡΙΣΙΟΙ, 7. (Ρώυτερ).— xyxy=(1164,203,1277,213)
dateline: ΟΥΑΣΙΓΚΤΩΝ, 7. (Ηνωμ. Τύπος).— xyxy=(1164,422,1292,441)
article-suez: ΜΕΛΒΟΥΡΝΗ, 7. (Αθην. Πρακτ.).— Μεταξὺ τῶν παραμενόντων εἰσέτι εἰς τὴν περιοχὴν τοῦ Σουὲζ περιλαμβάνεται καὶ μικρὸς ἀριθμὸς Ἑλλήνων, οἱ ὁποῖοι ἐργάζονται εἰς τὰς ἐπιχειρήσεις τῆς διώρυγος. Αἱ ἑλληνικαὶ ἀρχαὶ παρακολουθοῦν τὴν κατάστασιν καὶ λαμβάνουν μέτρα διὰ τὴν προστασίαν τῶν ὁμογενῶν. xyxy=(1164,359,1558,384)
article-melbourne: ΜΕΛΒΟΥΡΝΗ, 7. (Αθην. Πρακτ.).— Ἡ ἑλληνικὴ παροικία τῆς Μελβούρνης ἀπέκτησε νέον ἰδιόκτητον κτίριον, εἰς τὸ ὁποῖον θὰ στεγασθοῦν αἱ ὑπηρεσίαι καὶ τὰ σωματεῖα αὐτῆς. Τὰ ἐγκαίνια τοῦ κτιρίου ἐτελέσθησαν παρουσίᾳ τοῦ Ἕλληνος Γενικοῦ Προξένου καὶ πλήθους ὁμογενῶν. Τὸ κτίριον περιλαμβάνει αἴθουσαν ἐκδηλώσεων, βιβλιοθήκην καὶ σχολικὰς αἰθούσας διὰ τὴν διδασκαλίαν τῆς ἑλληνικῆς γλώσσης. Ὁ πρόεδρος τῆς Κοινότητος εὐχαρίστησε τοὺς δωρητάς, ἡ συμβολὴ τῶν ὁποίων ἦτο καθοριστική. xyxy=(14,552,416,601)
headline-rocket: Ο ΠΡΟΕΔΡΟΣ ΤΖΟΝΣΟΝ ΖΗΤΕΙ ΕΓΓΡΑΦΗΝ ΠΙΣΤΩΣΕΩΝ ΔΙΑ ΤΗΝ ΚΑΤΑΣΚΕΥΗΝ ΠΥΡΗΝΟΚΙΝΗΤΟΥ ΠΥΡΑΥΛΟΥ xyxy=(646,382,1118,417)
article-cinema: ΑΘΗΝΑΙ, 7.— Ὑπὸ τὴν προεδρίαν τοῦ Ὑφυπουργοῦ παρὰ τῷ Πρωθυπουργῷ κ. Σιδεροπούλου συνῆλθε χθὲς σύσκεψις, εἰς τὴν ὁποίαν ἔλαβον μέρος ἐκπρόσωποι τῶν κινηματογραφικῶν ἑταιρειῶν καὶ τῶν αἰθουσῶν προβολῆς. Κατ' αὐτὴν συνεζητήθησαν ὅλα τὰ προβλήματα τοῦ ἑλληνικοῦ κινηματογράφου, ἰδίως τὰ ἀφορῶντα εἰς τὴν παραγωγήν, τὴν διανομὴν καὶ τὴν φορολογίαν τῶν ταινιῶν. Ἀπεφασίσθη ἡ σύστασις ἐπιτροπῆς, ἡ ὁποία θὰ μελετήσῃ τὰ ὑποβληθέντα αἰτήματα καὶ θὰ προτείνῃ τὰ ἐνδεικνυόμενα μέτρα. xyxy=(14,202,416,248)
headline-drugs: Ο ΤΖΟΝΣΟΝ ΖΗΤΕΙ ΤΗΝ ΛΗΨΙΝ ΑΥΣΤΗΡΩΝ ΜΕΤΡΩΝ ΚΑΤΑ ΤΗΣ ΔΙΑΔΟΣΕΩΣ ΤΩΝ ΤΟΞΙΚΩΝ ΦΑΡΜΑΚΩΝ xyxy=(1168,392,1554,421)
article-delhi: ΝΕΟΝ ΔΕΛΧΙ, 7. (Ρώυτερ).— Ἡ Σοβιετικὴ Ἕνωσις ἐζήτησεν εἰς τὸ Συνέδριον τοῦ Νέου Δελχί ὅπως ἀρθοῦν οἱ οἰκονομικοὶ περιορισμοὶ μεταξὺ τῶν ἀνατολικῶν καὶ τῶν δυτικῶν χωρῶν, ὥστε νὰ διευκολυνθῇ τὸ διεθνὲς ἐμπόριον. Ὁ ἐπικεφαλῆς τῆς σοβιετικῆς ἀντιπροσωπείας ὑπεστήριξεν ὅτι οἱ περιορισμοὶ οὗτοι ζημιώνουν ἰδιαιτέρως τὰς ἀναπτυσσομένας χώρας. Αἱ δυτικαὶ ἀντιπροσωπεῖαι ἐπεφυλάχθησαν νὰ ἀπαντήσουν, ἐτόνισαν ὅμως ὅτι τὸ ζήτημα πρέπει νὰ ἐξετασθῇ εἰς εὐρύτερον πλαίσιον. ΝΕΑ ΑΠΟΧΩΡΗΣΙΣ ΝΕΟΝ ΔΕΛΧΙ, 7. (Ρώυτερ).— Ἡ ἀντιπροσωπεία τῆς Κίνας ἀπεχώρησεν ἐκ τῆς συνεδριάσεως εἰς ἔνδειξιν διαμαρτυρίας διὰ τὴν στάσιν ὡρισμένων κρατῶν. Τὸ Συνέδριον συνεχίζει τὰς ἐργασίας του, ἀναμένεται δὲ ὅτι θὰ ὁλοκληρωθῇ ἐντὸς τῶν προσεχῶν ἡμερῶν. xyxy=(1164,80,1558,151)
coin-price: 251.00 xyxy=(528,302,553,311)
headline-iraq: Ο ΠΡΟΕΔΡΟΣ ΤΟΥ ΙΡΑΚ ΜΕΤΕΒΗ ΕΙΣ ΠΑΡΙΣΙΟΥΣ ΔΙΑ ΣΥΝΟΜΙΛΙΑΣ ΜΕΤΑ ΤΟΥ ΝΤΕ ΓΚΩΛ ΚΑΙ ΣΥΣΦΙΓΞΙΝ ΤΩΝ ΣΧΕΣΕΩΝ ΤΩΝ ΔΥΟ ΧΩΡΩΝ xyxy=(1191,159,1532,202)
coin-price: 270.00 xyxy=(528,318,553,326)
dateline: ΑΘΗΝΑΙ, 7.— xyxy=(425,45,480,55)
headline-melbourne: Η ΕΛΛΗΝΙΚΗ ΠΑΡΟΙΚΙΑ ΤΗΣ ΜΕΛΒΟΥΡΝΗΣ ΑΠΕΚΤΗΣΕ ΚΑΙ ΝΕΟΝ ΙΔΙΟΚΤΗΤΟΝ ΚΤΙΡΙΟΝ xyxy=(32,521,397,551)
coin-price: 263.00 xyxy=(528,325,553,334)
table-row xyxy=(468,311,557,319)
coin-name: Ρουβλ. xyxy=(472,325,497,334)
headline-organization: ΣΩΝ ΟΡΓΑΝΙΣΜΟΣ ΜΕΤΑΓΡΑΦΕΙΤΑΙ ΕΙΣ ΗΛΕΚΤΡΟΝΙΚΗΝ xyxy=(462,488,564,523)
page-masthead xyxy=(1164,6,1558,33)
dateline: ΑΘΗΝΑΙ, 7.— xyxy=(610,184,662,194)
article-commodities: ΣΙΤΗΡΑ: Σῖτος σκληρὸς δρχ. 4,20 — 4,35 κατ' ὀκᾶν. Σῖτος μαλακὸς 3,90 — 4,05. Κριθὴ 3,10 — 3,25. Βρώμη 3,00 — 3,15. Ἀραβόσιτος 3,20 — 3,35. ΟΣΠΡΙΑ: Φασόλια μέτρια 9,50 — 10,20. Φακαὶ 8,00 — 8,80. Ρεβύθια 7,50 — 8,10. Κουκιὰ 5,60 — 6,00. ΕΛΑΙΑ — ΣΑΠΩΝΕΣ — ΕΛΑΙΑΙ: Ἔλαιον ἐξτρὰ 24,00 — 24,50. Ἔλαιον κοινὸν 22,50 — 23,00. Σάπων πράσινος 8,40. Ἐλαῖαι Καλαμῶν 14,00 — 16,00. ΤΥΡΟΙ — ΒΟΥΤΥΡΟΝ: Τυρὸς φέτα 31,00 — 33,00. Κεφαλοτύρι 38,00 — 40,00. Βούτυρον 52,00 — 54,00. ΞΗΡΟΙ ΚΑΡΠΟΙ: Ἀμύγδαλα 34,00. Καρύδια 18,00 — 20,00. Σταφὶς 7,50 — 8,25. xyxy=(14,709,416,755)
dateline: ΑΘΗΝΑΙ, 7.— xyxy=(14,371,72,380)
headline-unions: ΤΑ ΣΥΝΔΙΚΑΤΑ ΕΝ ΕΛΛΑΔΙ ΕΙΝΑΙ ΑΝΕΞΑΡΤΗΤΑ ΥΠΟΓΡΑΜΜΙΖΕΙ Η «ΤΖΙΟΡΝΑΛΕ ΝΤ΄ ΙΤΑΛΙΑ» xyxy=(1166,461,1556,490)
table-row xyxy=(468,287,557,295)
article-transfers: ΑΘΗΝΑΙ, 7.— Διὰ πράξεως τοῦ Ὑπουργοῦ τῶν Ἐσωτερικῶν ἐγένοντο αἱ κάτωθι μεταθέσεις ὑπαλλήλων: Κ. Παπαδόπουλος εἰς Νομαρχίαν Ἀττικῆς, Γ. Νικολάου εἰς Νομαρχίαν Πειραιῶς, Δ. Ἀθανασίου εἰς Νομαρχίαν Θεσσαλονίκης. Ἐπίσης μετατίθενται: Ν. Κωνσταντίνου εἰς Νομαρχίαν Λαρίσης, Ε. Γεωργίου εἰς Νομαρχίαν Πατρῶν, Α. Δημητρίου εἰς τὴν Κεντρικὴν Ὑπηρεσίαν τοῦ Ὑπουργείου, Σ. Μιχαηλίδης εἰς Νομαρχίαν Κρήτης. Αἱ μεταθέσεις ἐγένοντο διὰ λόγους ὑπηρεσιακοὺς κατόπιν γνωμοδοτήσεως τοῦ ἁρμοδίου Συμβουλίου. xyxy=(14,371,416,419)
dateline: ΑΘΗΝΑΙ, 7.— xyxy=(425,128,478,138)
coin-name: Ναπολεόν xyxy=(472,302,509,311)
headline-delhi: Η ΡΙΣΣΙΑ ΕΖΗΤΗΣΕΝ ΕΙΣ ΤΟ ΣΥΝΕΔΡΙΟΝ ΤΟΥ Ν. ΔΕΛΧΙ ΟΠΩΣ ΑΡΘΟΥΝ ΟΙ ΟΙΚΟΝΟΜΙΚΟΙ ΠΕΡΙΟΡΙΣΜΟΙ ΜΕΤΑΞΥ ΤΩΝ ΑΝΑΤΟΛΙΚΩΝ ΚΑΙ ΤΩΝ ΔΥΤΙΚΩΝ ΧΩΡΩΝ xyxy=(1175,36,1547,79)
